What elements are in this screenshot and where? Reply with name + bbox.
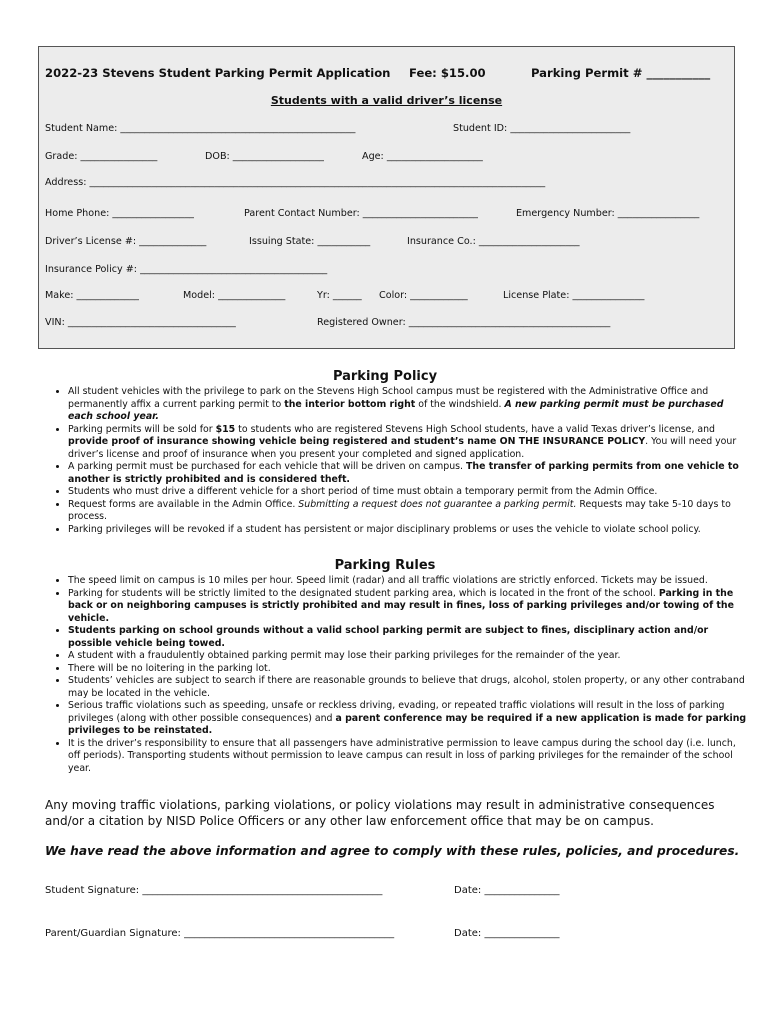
student-name-field[interactable]: Student Name: _________________________________________________ (45, 123, 356, 134)
make-field[interactable]: Make: _____________ (45, 290, 139, 301)
dob-field[interactable]: DOB: ___________________ (205, 151, 324, 162)
parking-rules-heading: Parking Rules (334, 558, 436, 573)
vin-field[interactable]: VIN: ___________________________________ (45, 317, 236, 328)
student-date-field[interactable]: Date: _______________ (454, 885, 560, 896)
parent-date-field[interactable]: Date: _______________ (454, 928, 560, 939)
list-item: • All student vehicles with the privilege to park on the Stevens High School campus must be registered with the Administrative Office and permanently affix a current parking permit to the interior bottom right of the windshield. A new parking permit must be purchased each school year. (68, 386, 748, 424)
list-item: • Request forms are available in the Admin Office. Submitting a request does not guarantee a parking permit. Requests may take 5-10 days to process. (68, 499, 748, 524)
drivers-license-field[interactable]: Driver’s License #: ______________ (45, 236, 207, 247)
model-field[interactable]: Model: ______________ (183, 290, 286, 301)
parking-rules-list (50, 575, 748, 775)
home-phone-field[interactable]: Home Phone: _________________ (45, 208, 194, 219)
student-signature-field[interactable]: Student Signature: ________________________________________________ (45, 885, 383, 896)
insurance-policy-field[interactable]: Insurance Policy #: _______________________________________ (45, 264, 328, 275)
list-item: • Students parking on school grounds without a valid school parking permit are subject to fines, disciplinary action and/or possible vehicle being towed. (68, 625, 748, 650)
closing-statement: Any moving traffic violations, parking violations, or policy violations may result in administrative consequences and/or a citation by NISD Police Officers or any other law enforcement office that may be on campus. (45, 798, 715, 828)
student-id-field[interactable]: Student ID: _________________________ (453, 123, 631, 134)
parking-policy-heading: Parking Policy (332, 369, 438, 384)
insurance-company-field[interactable]: Insurance Co.: _____________________ (407, 236, 580, 247)
emergency-number-field[interactable]: Emergency Number: _________________ (516, 208, 700, 219)
issuing-state-field[interactable]: Issuing State: ___________ (249, 236, 371, 247)
license-plate-field[interactable]: License Plate: _______________ (503, 290, 645, 301)
list-item: • A student with a fraudulently obtained parking permit may lose their parking privileges for the remainder of the year. (68, 650, 748, 663)
list-item: • Parking for students will be strictly limited to the designated student parking area, which is located in the front of the school. Parking in the back or on neighboring campuses is strictly prohibited and may result in fines, loss of parking privileges and/or towing of the vehicle. (68, 588, 748, 626)
list-item: • Parking permits will be sold for $15 to students who are registered Stevens High School students, have a valid Texas driver’s license, and provide proof of insurance showing vehicle being registered and student’s name ON THE INSURANCE POLICY. You will need your driver’s license and proof of insurance when you present your completed and signed application. (68, 424, 748, 462)
agreement-statement: We have read the above information and agree to comply with these rules, policies, and procedures. (45, 844, 740, 858)
year-field[interactable]: Yr: ______ (317, 290, 362, 301)
list-item: • A parking permit must be purchased for each vehicle that will be driven on campus. The transfer of parking permits from one vehicle to another is strictly prohibited and is considered theft. (68, 461, 748, 486)
parent-contact-field[interactable]: Parent Contact Number: ________________________ (244, 208, 478, 219)
list-item: • Parking privileges will be revoked if a student has persistent or major disciplinary problems or uses the vehicle to violate school policy. (68, 524, 748, 537)
list-item: • Serious traffic violations such as speeding, unsafe or reckless driving, evading, or repeated traffic violations will result in the loss of parking privileges (along with other possible consequences) and a parent conference may be required if a new application is made for parking privileges to be reinstated. (68, 700, 748, 738)
list-item: • There will be no loitering in the parking lot. (68, 663, 748, 676)
form-subtitle: Students with a valid driver’s license (270, 94, 503, 107)
parking-policy-list (50, 386, 748, 536)
permit-number-field[interactable]: Parking Permit # ___________ (531, 66, 711, 80)
list-item: • It is the driver’s responsibility to ensure that all passengers have administrative permission to leave campus during the school day (i.e. lunch, off periods). Transporting students without permission to leave campus can result in loss of parking privileges for the remainder of the school year. (68, 738, 748, 776)
age-field[interactable]: Age: ____________________ (362, 151, 483, 162)
color-field[interactable]: Color: ____________ (379, 290, 468, 301)
list-item: • Students who must drive a different vehicle for a short period of time must obtain a temporary permit from the Admin Office. (68, 486, 748, 499)
fee-label: Fee: $15.00 (409, 66, 486, 80)
grade-field[interactable]: Grade: ________________ (45, 151, 158, 162)
parent-signature-field[interactable]: Parent/Guardian Signature: __________________________________________ (45, 928, 395, 939)
form-title: 2022-23 Stevens Student Parking Permit Application (45, 66, 391, 80)
registered-owner-field[interactable]: Registered Owner: __________________________________________ (317, 317, 611, 328)
list-item: • Students’ vehicles are subject to search if there are reasonable grounds to believe that drugs, alcohol, stolen property, or any other contraband may be located in the vehicle. (68, 675, 748, 700)
address-field[interactable]: Address: _______________________________________________________________________________________________ (45, 177, 546, 188)
list-item: • The speed limit on campus is 10 miles per hour. Speed limit (radar) and all traffic violations are strictly enforced. Tickets may be issued. (68, 575, 748, 588)
application-form-box (38, 46, 735, 349)
